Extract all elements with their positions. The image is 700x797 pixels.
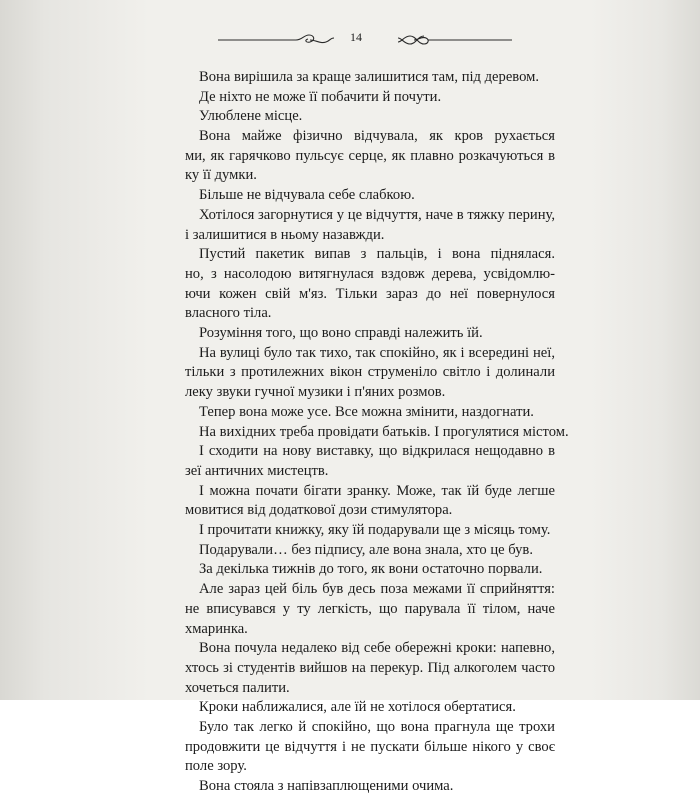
text-line: На вихідних треба провідати батьків. І прогулятися містом. bbox=[199, 423, 569, 440]
text-line: Пустий пакетик випав з пальців, і вона піднялася. bbox=[199, 246, 555, 263]
right-ornament-icon bbox=[394, 30, 512, 50]
text-line: Хотілося загорнутися у це відчуття, наче в тяжку перину, bbox=[199, 206, 555, 223]
text-line: Але зараз цей біль був десь поза межами її сприйняття: bbox=[199, 581, 555, 598]
text-line: Улюблене місце. bbox=[199, 108, 303, 125]
text-line: Більше не відчувала себе слабкою. bbox=[199, 187, 415, 204]
text-line: Де ніхто не може її побачити й почути. bbox=[199, 88, 442, 105]
page-shadow-right bbox=[590, 0, 700, 700]
text-line: І прочитати книжку, яку їй подарували ще з місяць тому. bbox=[199, 522, 551, 539]
text-line: Тепер вона може усе. Все можна змінити, наздогнати. bbox=[199, 403, 534, 420]
text-line: хмаринка. bbox=[185, 620, 248, 637]
text-line: поле зору. bbox=[185, 758, 247, 775]
text-line: леку звуки гучної музики і п'яних розмов. bbox=[185, 384, 446, 401]
text-line: но, з насолодою витягнулася вздовж дерева, усвідомлю- bbox=[185, 265, 555, 282]
text-line: мовитися від додаткової дози стимулятора. bbox=[185, 502, 453, 519]
page-number: 14 bbox=[350, 30, 362, 44]
text-line: Кроки наближалися, але їй не хотілося обертатися. bbox=[199, 699, 516, 716]
text-line: Подарували… без підпису, але вона знала, хто це був. bbox=[199, 541, 533, 558]
text-line: Вона стояла з напівзаплющеними очима. bbox=[199, 778, 454, 795]
page-shadow-left bbox=[0, 0, 150, 700]
text-line: і залишитися в ньому назавжди. bbox=[185, 226, 385, 243]
text-line: Було так легко й спокійно, що вона прагнула ще трохи bbox=[199, 718, 555, 735]
text-line: На вулиці було так тихо, так спокійно, як і всередині неї, bbox=[199, 344, 555, 361]
text-line: зеї античних мистецтв. bbox=[185, 462, 329, 479]
text-line: І сходити на нову виставку, що відкрилася нещодавно в bbox=[199, 443, 555, 460]
left-ornament-icon bbox=[218, 30, 336, 50]
text-line: Вона майже фізично відчувала, як кров рухається bbox=[199, 128, 555, 145]
text-line: продовжити це відчуття і не пускати більше нікого у своє bbox=[185, 738, 555, 755]
text-line: Вона почула недалеко від себе обережні кроки: напевно, bbox=[199, 640, 555, 657]
text-line: тільки з протилежних вікон струменіло світло і долинали bbox=[185, 364, 555, 381]
text-line: ми, як гарячково пульсує серце, як плавно розкачуються в bbox=[185, 147, 555, 164]
text-line: І можна почати бігати зранку. Може, так їй буде легше bbox=[199, 482, 555, 499]
text-line: хтось зі студентів вийшов на перекур. Під алкоголем часто bbox=[185, 659, 555, 676]
text-line: За декілька тижнів до того, як вони остаточно порвали. bbox=[199, 561, 543, 578]
text-line: ку її думки. bbox=[185, 167, 257, 184]
text-line: Розуміння того, що воно справді належить їй. bbox=[199, 325, 483, 342]
text-line: Вона вирішила за краще залишитися там, під деревом. bbox=[199, 69, 540, 85]
text-line: власного тіла. bbox=[185, 305, 272, 322]
text-line: ючи кожен свій м'яз. Тільки зараз до неї повернулося bbox=[185, 285, 555, 302]
text-line: хочеться палити. bbox=[185, 679, 290, 696]
text-line: не вписувався у ту легкість, що парувала її тілом, наче bbox=[185, 600, 555, 617]
body-text bbox=[185, 68, 569, 797]
